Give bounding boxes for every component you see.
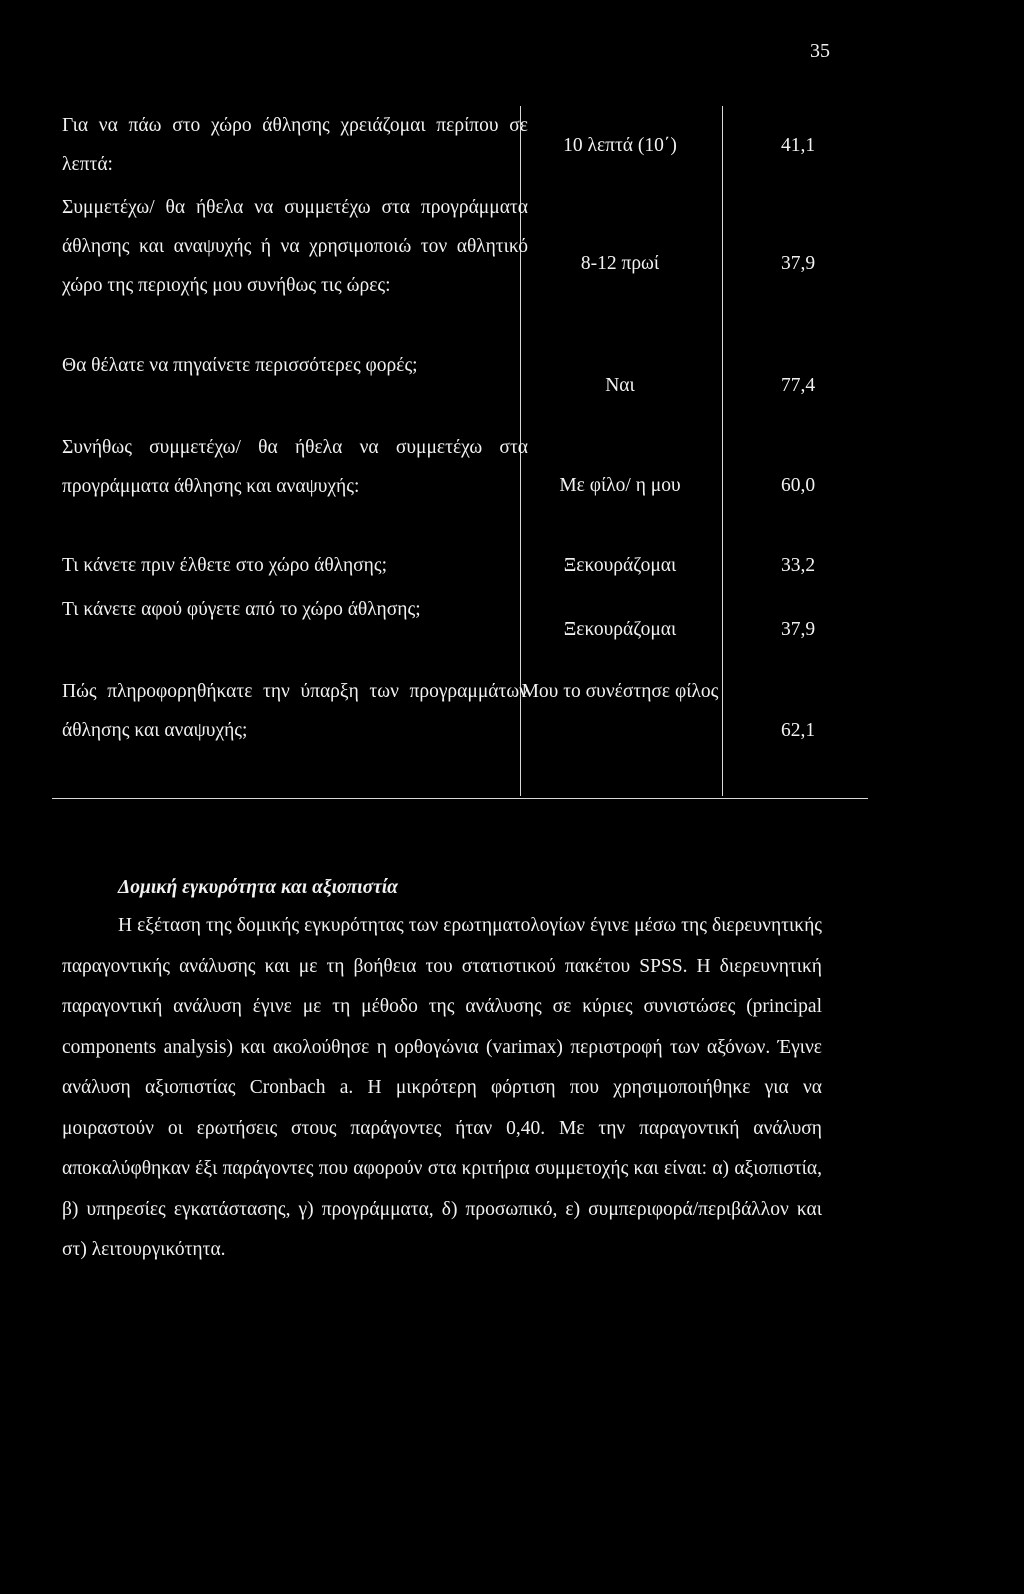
answer-text: Με φίλο/ η μου — [559, 475, 681, 496]
percent-value: 62,1 — [780, 720, 816, 741]
question-text: Συμμετέχω/ θα ήθελα να συμμετέχω στα προγράμματα άθλησης και αναψυχής ή να χρησιμοποιώ τον αθλητικό χώρο της περιοχής μου συνήθως τις ώρες: — [62, 197, 528, 296]
percent-value: 60,0 — [780, 475, 816, 496]
column-divider — [722, 106, 723, 796]
answer-text: Ξεκουράζομαι — [563, 555, 677, 576]
answer-text: Μου το συνέστησε φίλος — [521, 681, 719, 702]
reliability-section — [62, 870, 822, 1271]
percent-value: 41,1 — [780, 135, 816, 156]
percent-value: 77,4 — [780, 375, 816, 396]
section-paragraph: Η εξέταση της δομικής εγκυρότητας των ερωτηματολογίων έγινε μέσω της διερευνητικής παραγοντικής ανάλυσης και με τη βοήθεια του στατιστικού πακέτου SPSS. Η διερευνητική παραγοντική ανάλυση έγινε με τη μέθοδο της ανάλυσης σε κύριες συνιστώσες (principal components analysis) και ακολούθησε η ορθογώνια (varimax) περιστροφή των αξόνων. Έγινε ανάλυση αξιοπιστίας Cronbach a. Η μικρότερη φόρτιση που χρησιμοποιήθηκε για να μοιραστούν οι ερωτήσεις στους παράγοντες ήταν 0,40. Με την παραγοντική ανάλυση αποκαλύφθηκαν έξι παράγοντες που αφορούν στα κριτήρια συμμετοχής και είναι: α) αξιοπιστία, β) υπηρεσίες εγκατάστασης, γ) προγράμματα, δ) προσωπικό, ε) συμπεριφορά/περιβάλλον και στ) λειτουργικότητα. — [62, 915, 822, 1260]
answer-text: 8-12 πρωί — [580, 253, 660, 274]
question-text: Πώς πληροφορηθήκατε την ύπαρξη των προγραμμάτων άθλησης και αναψυχής; — [62, 681, 528, 741]
question-text: Για να πάω στο χώρο άθλησης χρειάζομαι περίπου σε λεπτά: — [62, 115, 528, 175]
table-bottom-rule — [52, 798, 868, 799]
answer-text: Ξεκουράζομαι — [563, 619, 677, 640]
answer-text: 10 λεπτά (10΄) — [563, 135, 677, 156]
answer-text: Ναι — [605, 375, 635, 396]
percent-value: 33,2 — [780, 555, 816, 576]
question-text: Τι κάνετε αφού φύγετε από το χώρο άθλησης; — [62, 599, 421, 620]
page-number: 35 — [810, 40, 830, 62]
percent-value: 37,9 — [780, 619, 816, 640]
percent-value: 37,9 — [780, 253, 816, 274]
question-text: Τι κάνετε πριν έλθετε στο χώρο άθλησης; — [62, 555, 387, 576]
question-text: Θα θέλατε να πηγαίνετε περισσότερες φορές; — [62, 355, 418, 376]
question-text: Συνήθως συμμετέχω/ θα ήθελα να συμμετέχω στα προγράμματα άθλησης και αναψυχής: — [62, 437, 528, 497]
section-heading: Δομική εγκυρότητα και αξιοπιστία — [118, 877, 398, 898]
